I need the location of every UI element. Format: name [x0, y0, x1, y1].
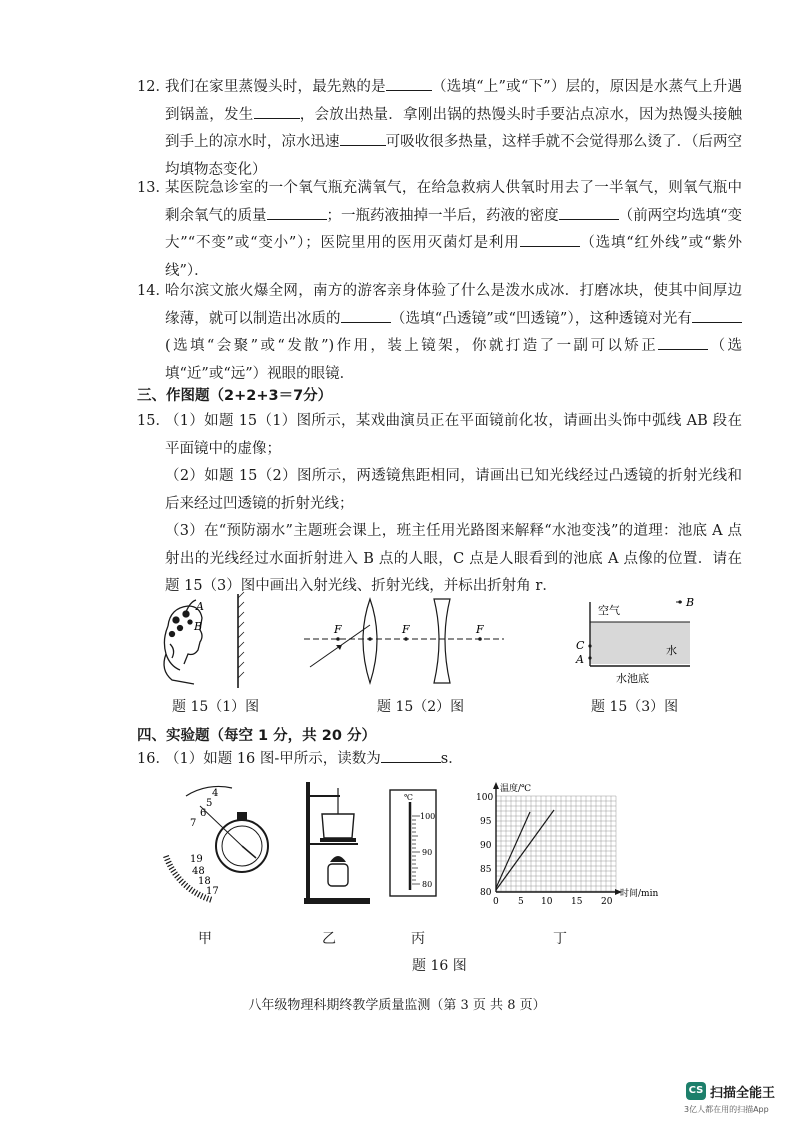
question-text: （选填“凸透镜”或“凹透镜”），这种透镜对光有	[390, 310, 692, 327]
pool-bottom-label: 水池底	[616, 672, 649, 685]
focus-label: F	[402, 623, 410, 636]
beaker	[322, 814, 354, 838]
y-tick-label: 95	[480, 817, 492, 827]
answer-blank[interactable]	[386, 76, 432, 91]
figure-15-3	[568, 592, 703, 687]
question-12	[137, 74, 742, 184]
minute-scale-arc	[186, 786, 232, 796]
x-tick-label: 10	[541, 897, 553, 907]
graph-x-label: 时间/min	[620, 889, 659, 899]
watermark-tagline: 3亿人都在用的扫描App	[684, 1105, 769, 1114]
thermometer-tick-label: 90	[422, 848, 433, 857]
question-text: 我们在家里蒸馒头时，最先熟的是	[165, 79, 386, 95]
stopwatch-mark: 17	[206, 886, 219, 897]
concave-lens	[434, 599, 450, 683]
y-tick-label: 85	[480, 865, 492, 875]
stand-base	[304, 898, 370, 904]
question-number: 13．	[137, 180, 170, 196]
mirror-hatching	[238, 592, 244, 678]
figure-16-apparatus	[296, 778, 376, 908]
answer-blank[interactable]	[559, 205, 619, 220]
figure-16-graph	[470, 780, 670, 908]
stopwatch-mark: 5	[206, 798, 213, 809]
thermometer-tick-label: 80	[422, 880, 433, 889]
question-text: （1）如题 16 图-甲所示，读数为	[165, 751, 381, 767]
section-3-title: 三、作图题（2+2+3＝7分）	[137, 388, 333, 404]
graph-grid	[496, 796, 616, 892]
y-tick-label: 80	[480, 888, 492, 898]
alcohol-lamp	[328, 864, 348, 886]
figure-15-2-caption: 题 15（2）图	[377, 699, 465, 715]
point-a-label: A	[196, 600, 204, 613]
stopwatch-mark: 6	[200, 808, 207, 819]
point-c	[588, 644, 591, 647]
stopwatch-mark: 48	[192, 866, 205, 877]
point-a	[588, 656, 591, 659]
figure-16-caption: 题 16 图	[412, 958, 467, 974]
question-13	[137, 175, 742, 285]
question-text: （选填“红外线”或“紫外线”）．	[165, 235, 742, 279]
thermometer-tick-label: 100	[420, 812, 436, 821]
question-text: （选填“上”或“下”）层的，原因是水蒸气上升遇到锅盖，发生	[165, 79, 742, 123]
figure-16-stopwatch	[160, 782, 275, 907]
question-part-1: （1）如题 15（1）图所示，某戏曲演员正在平面镜前化妆，请画出头饰中弧线 AB 段在平面镜中的虚像；	[165, 413, 742, 457]
section-4-title: 四、实验题（每空 1 分，共 20 分）	[137, 728, 376, 744]
x-tick-label: 5	[518, 897, 524, 907]
answer-blank[interactable]	[381, 748, 441, 763]
point-c-label: C	[576, 639, 585, 652]
focus-point	[404, 637, 408, 641]
answer-blank[interactable]	[267, 205, 327, 220]
question-part-2: （2）如题 15（2）图所示，两透镜焦距相同，请画出已知光线经过凸透镜的折射光线和后来经过凹透镜的折射光线；	[165, 468, 742, 512]
question-text: ；一瓶药液抽掉一半后，药液的密度	[326, 207, 559, 224]
wire-gauze	[320, 838, 356, 842]
point-b-label: B	[194, 620, 203, 633]
stopwatch-mark: 19	[190, 854, 203, 865]
figure-15-1	[150, 590, 260, 690]
question-text: （前两空均选填“变大”“不变”或“变小”）；医院里用的医用灭菌灯是利用	[165, 207, 743, 251]
question-text: 哈尔滨文旅火爆全网，南方的游客亲身体验了什么是泼水成冰．打磨冰块，使其中间厚边缘薄，就可以制造出冰质的	[165, 283, 742, 327]
figure-15-1-caption: 题 15（1）图	[172, 699, 260, 715]
question-number: 16．	[137, 751, 170, 767]
optical-center	[368, 637, 372, 641]
answer-blank[interactable]	[692, 308, 742, 323]
question-part-3: （3）在“预防溺水”主题班会课上，班主任用光路图来解释“水池变浅”的道理：池底 A 点射出的光线经过水面折射进入 B 点的人眼，C 点是人眼看到的池底 A 点像的位置．请在题 15（3）图中画出入射光线、折射光线，并标出折射角 r．	[165, 523, 742, 594]
question-16	[137, 746, 742, 774]
figure-16-thermometer	[388, 788, 440, 900]
answer-blank[interactable]	[254, 104, 300, 119]
stopwatch-crown	[237, 812, 247, 820]
stopwatch-mark: 4	[212, 788, 219, 799]
x-tick-label: 15	[571, 897, 583, 907]
answer-blank[interactable]	[520, 232, 580, 247]
answer-blank[interactable]	[340, 131, 386, 146]
focus-label: F	[334, 623, 342, 636]
answer-blank[interactable]	[658, 335, 708, 350]
x-tick-label: 0	[493, 897, 499, 907]
camscanner-logo-icon: CS	[686, 1082, 706, 1100]
figure-15-2	[300, 595, 510, 690]
graph-y-label: 温度/℃	[500, 784, 532, 794]
focus-point	[336, 637, 340, 641]
question-text: s．	[440, 751, 463, 767]
convex-lens	[363, 599, 377, 683]
question-number: 14．	[137, 283, 170, 299]
air-label: 空气	[598, 604, 620, 617]
answer-blank[interactable]	[341, 308, 391, 323]
sub-label-ding: 丁	[553, 931, 567, 947]
point-a-label: A	[576, 653, 584, 666]
question-text: 可吸收很多热量，这样手就不会觉得那么烫了．（后两空均填物态变化）	[165, 134, 743, 178]
question-number: 15．	[137, 413, 170, 429]
question-text: 某医院急诊室的一个氧气瓶充满氧气，在给急救病人供氧时用去了一半氧气，则氧气瓶中剩余氧气的质量	[165, 180, 742, 224]
sub-label-yi: 乙	[322, 931, 336, 947]
stand-rod	[306, 782, 310, 898]
stopwatch-mark: 18	[198, 876, 211, 887]
y-axis-arrow	[493, 782, 499, 789]
question-text: （选填“近”或“远”）视眼的眼镜．	[165, 338, 743, 382]
question-15	[137, 408, 742, 601]
flame	[330, 856, 346, 862]
x-tick-label: 20	[601, 897, 613, 907]
water-label: 水	[666, 644, 677, 657]
sub-label-bing: 丙	[411, 931, 425, 947]
watermark-name: 扫描全能王	[710, 1086, 776, 1101]
question-number: 12．	[137, 79, 170, 95]
y-tick-label: 90	[480, 841, 492, 851]
question-text: (选填“会聚”或“发散”)作用，装上镜架，你就打造了一副可以矫正	[165, 338, 659, 354]
stopwatch-mark: 7	[190, 818, 197, 829]
figure-15-3-caption: 题 15（3）图	[591, 699, 679, 715]
y-tick-label: 100	[476, 793, 494, 803]
point-b-label: B	[686, 596, 695, 609]
thermometer-unit: ℃	[404, 793, 413, 802]
water-region	[590, 622, 690, 664]
question-14	[137, 278, 742, 388]
page-footer: 八年级物理科期终教学质量监测（第 3 页 共 8 页）	[248, 998, 546, 1013]
sub-label-jia: 甲	[198, 931, 212, 947]
focus-label: F	[476, 623, 484, 636]
focus-point	[478, 637, 482, 641]
question-text: ，会放出热量．拿刚出锅的热馒头时手要沾点凉水，因为热馒头接触到手上的凉水时，凉水迅速	[165, 106, 742, 150]
ray-arrow	[336, 645, 342, 650]
